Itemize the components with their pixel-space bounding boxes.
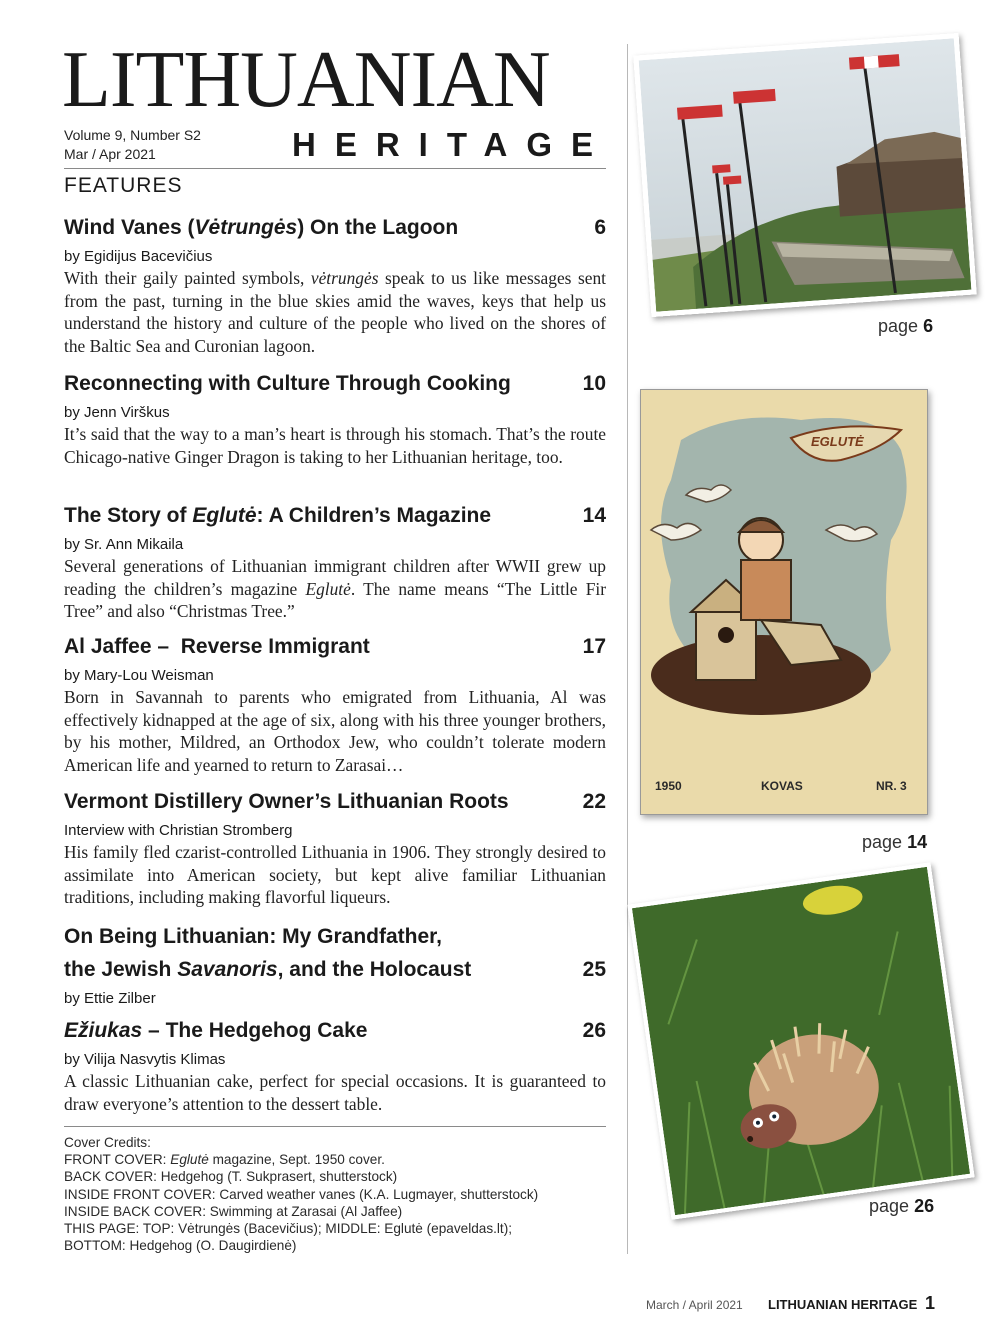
article-page-number: 14	[582, 504, 606, 527]
footer-publication: LITHUANIAN HERITAGE	[768, 1297, 918, 1312]
article-title[interactable]: Reconnecting with Culture Through Cooking	[64, 372, 511, 395]
article-description: His family fled czarist-controlled Lithuania in 1906. They strongly desired to assimilate into American society, but kept alive familiar Lithuanian traditions, including making flavorful liqueurs.	[64, 842, 606, 907]
issue-volume: Volume 9, Number S2	[64, 127, 201, 143]
footer-date: March / April 2021	[646, 1298, 743, 1312]
article-author: by Egidijus Bacevičius	[64, 248, 213, 265]
credits-heading: Cover Credits:	[64, 1135, 151, 1150]
masthead-rule	[64, 168, 606, 169]
article-al-jaffee[interactable]	[64, 633, 606, 776]
article-description: Born in Savannah to parents who emigrated from Lithuania, Al was effectively kidnapped at the age of six, along with his three younger brothers, by his mother, Mildred, an Orthodox Jew, who couldn’t tolerate modern American life and yearned to return to Zarasai…	[64, 687, 606, 775]
issue-info	[64, 126, 201, 164]
article-author: Interview with Christian Stromberg	[64, 822, 293, 839]
wind-vanes-photo[interactable]	[633, 33, 976, 317]
credit-inside-back: INSIDE BACK COVER: Swimming at Zarasai (Al Jaffee)	[64, 1203, 403, 1219]
cover-credits	[64, 1134, 604, 1254]
issue-date: Mar / Apr 2021	[64, 146, 156, 162]
article-description: It’s said that the way to a man’s heart is through his stomach. That’s the route Chicago-native Ginger Dragon is taking to her Lithuanian heritage, too.	[64, 424, 606, 467]
article-author: by Vilija Nasvytis Klimas	[64, 1051, 226, 1068]
article-page-number: 10	[582, 372, 606, 395]
credit-this-page: THIS PAGE: TOP: Vėtrungės (Bacevičius); MIDDLE: Eglutė (epaveldas.lt);	[64, 1221, 513, 1237]
masthead-title: LITHUANIAN	[62, 36, 550, 124]
column-divider	[627, 44, 628, 1254]
article-author: by Ettie Zilber	[64, 990, 156, 1007]
article-eglute[interactable]	[64, 502, 606, 623]
article-page-number: 17	[582, 635, 606, 658]
article-page-number: 22	[582, 790, 606, 813]
credit-bottom: BOTTOM: Hedgehog (O. Daugirdienė)	[64, 1238, 297, 1254]
article-hedgehog-cake[interactable]	[64, 1017, 606, 1115]
article-page-number: 26	[582, 1019, 606, 1042]
credits-rule	[64, 1126, 606, 1127]
article-description: Several generations of Lithuanian immigrant children after WWII grew up reading the children’s magazine Eglutė. The name means “The Little Fir Tree” and also “Christmas Tree.”	[64, 556, 607, 621]
article-title-line-2[interactable]: the Jewish Savanoris, and the Holocaust	[64, 958, 472, 981]
article-on-being-lithuanian[interactable]	[64, 923, 606, 1009]
article-author: by Sr. Ann Mikaila	[64, 536, 184, 553]
eglute-cover-illustration	[641, 390, 928, 815]
article-title[interactable]: Al Jaffee – Reverse Immigrant	[64, 635, 370, 658]
credit-back-cover: BACK COVER: Hedgehog (T. Sukprasert, shutterstock)	[64, 1169, 398, 1185]
article-title[interactable]: Vermont Distillery Owner’s Lithuanian Roots	[64, 790, 509, 813]
article-title[interactable]: Ežiukas – The Hedgehog Cake	[64, 1019, 368, 1042]
eglute-logo: EGLUTĖ	[811, 434, 864, 449]
article-wind-vanes[interactable]	[64, 214, 606, 357]
article-page-number: 6	[594, 216, 606, 239]
article-cooking[interactable]	[64, 370, 606, 468]
masthead-subtitle: HERITAGE	[292, 126, 613, 163]
hedgehog-illustration	[632, 867, 970, 1215]
features-heading: FEATURES	[64, 174, 183, 197]
article-author: by Mary-Lou Weisman	[64, 667, 214, 684]
article-vermont-distillery[interactable]	[64, 788, 606, 909]
cover-issue: NR. 3	[876, 779, 907, 793]
wind-vanes-illustration	[639, 38, 972, 311]
article-description: A classic Lithuanian cake, perfect for special occasions. It is guaranteed to draw everyone’s attention to the dessert table.	[64, 1071, 606, 1114]
article-title[interactable]: Wind Vanes (Vėtrungės) On the Lagoon	[64, 216, 459, 239]
article-description: With their gaily painted symbols, vėtrungės speak to us like messages sent from the past, turning in the blue skies amid the waves, keys that help us understand the history and culture of the people who lived on the shores of the Baltic Sea and Curonian lagoon.	[64, 268, 606, 356]
caption-page-26: page 26	[869, 1196, 935, 1216]
credit-front-cover: FRONT COVER: Eglutė magazine, Sept. 1950 cover.	[64, 1152, 385, 1168]
footer-page-number: 1	[925, 1293, 936, 1313]
eglute-cover-photo[interactable]	[640, 389, 928, 815]
cover-year: 1950	[655, 779, 682, 793]
cover-month: KOVAS	[761, 779, 803, 793]
caption-page-6: page 6	[878, 316, 934, 336]
article-title-line-1[interactable]: On Being Lithuanian: My Grandfather,	[64, 925, 443, 948]
hedgehog-cake-photo[interactable]	[627, 862, 974, 1219]
credit-inside-front: INSIDE FRONT COVER: Carved weather vanes (K.A. Lugmayer, shutterstock)	[64, 1186, 539, 1202]
article-author: by Jenn Virškus	[64, 404, 170, 421]
caption-page-14: page 14	[862, 832, 928, 852]
article-title[interactable]: The Story of Eglutė: A Children’s Magazine	[64, 504, 492, 527]
article-page-number: 25	[582, 958, 606, 981]
